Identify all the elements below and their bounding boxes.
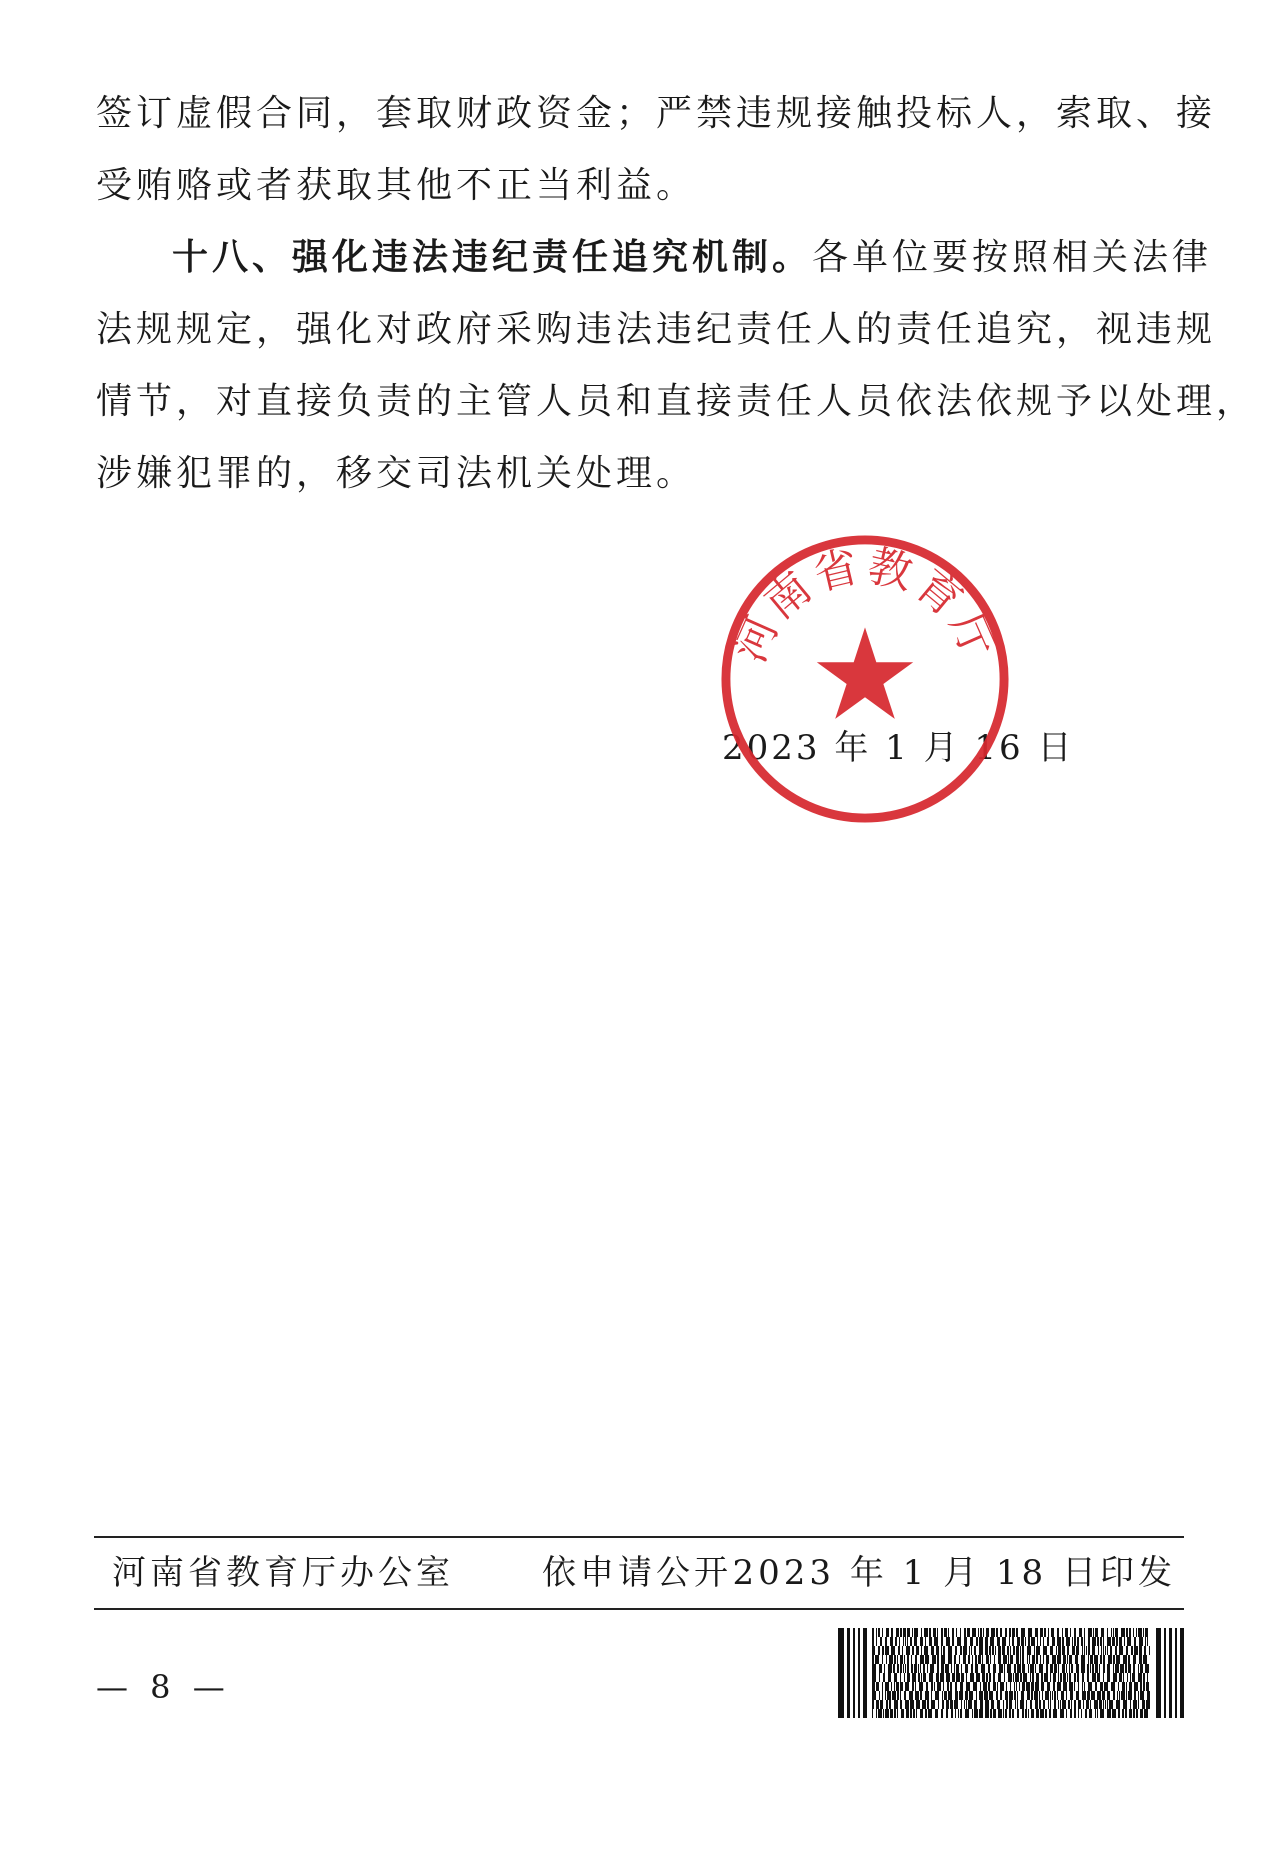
- section-heading: 十八、强化违法违纪责任追究机制。: [172, 237, 813, 278]
- paragraph-line: 签订虚假合同，套取财政资金；严禁违规接触投标人，索取、接: [96, 93, 1217, 134]
- footer-issuer: 河南省教育厅办公室: [112, 1553, 454, 1593]
- star-icon: [817, 627, 913, 719]
- paragraph-first-line: [96, 222, 1213, 294]
- barcode-icon: [838, 1628, 1184, 1718]
- paragraph-line-rest: 各单位要按照相关法律: [812, 237, 1213, 278]
- official-seal: [716, 530, 1014, 828]
- footer-bottom-rule: [94, 1608, 1184, 1610]
- seal-text: 河南省教育厅: [724, 540, 1006, 670]
- footer-info: [112, 1545, 1176, 1601]
- footer-top-rule: [94, 1536, 1184, 1538]
- paragraph-line: 受贿赂或者获取其他不正当利益。: [96, 165, 697, 206]
- paragraph-line: 情节，对直接负责的主管人员和直接责任人员依法依规予以处理，: [96, 381, 1257, 422]
- paragraph-line: 涉嫌犯罪的，移交司法机关处理。: [96, 453, 697, 494]
- footer-print-date: 2023 年 1 月 18 日印发: [732, 1553, 1176, 1593]
- paragraph-line: 法规规定，强化对政府采购违法违纪责任人的责任追究，视违规: [96, 309, 1217, 350]
- page-number: — 8 —: [96, 1668, 231, 1706]
- document-body: [96, 78, 1257, 510]
- footer-disclosure: 依申请公开: [542, 1553, 732, 1593]
- signature-date: 2023 年 1 月 16 日: [722, 728, 1075, 768]
